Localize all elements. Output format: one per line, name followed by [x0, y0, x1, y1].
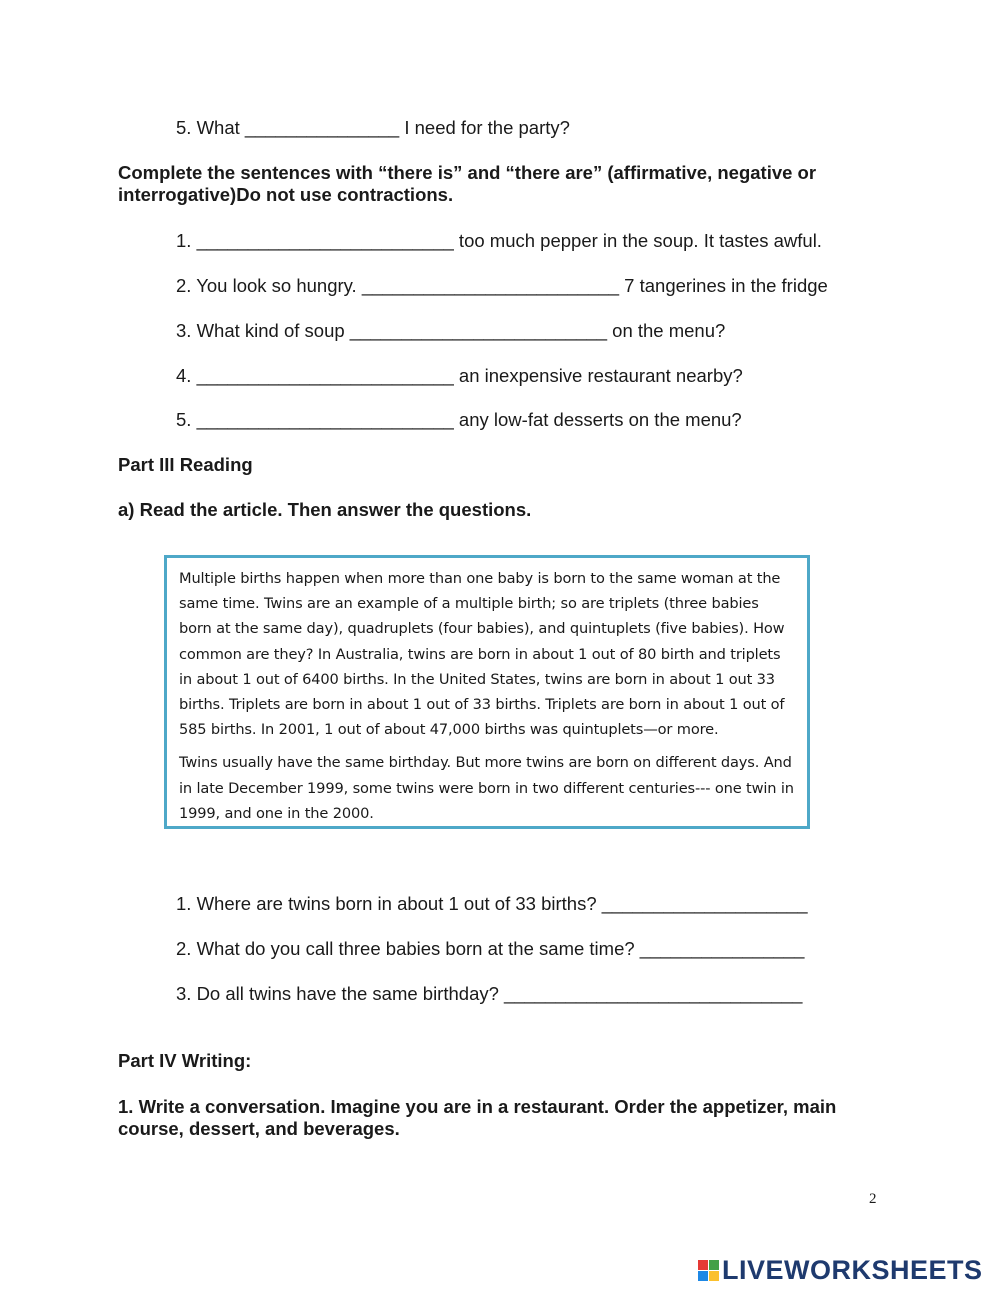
part2-item-5: 5. What _______________ I need for the party? [176, 117, 570, 138]
sentence-3: 3. What kind of soup _________________________ on the menu? [176, 320, 726, 341]
part4-heading: Part IV Writing: [118, 1050, 252, 1071]
sentence-4: 4. _________________________ an inexpensive restaurant nearby? [176, 365, 743, 386]
logo-text: LIVEWORKSHEETS [722, 1255, 983, 1285]
sentence-5: 5. _________________________ any low-fat desserts on the menu? [176, 409, 742, 430]
logo-block-blue [698, 1271, 708, 1281]
liveworksheets-logo [698, 1255, 983, 1286]
logo-block-red [698, 1260, 708, 1270]
logo-block-green [709, 1260, 719, 1270]
logo-block-yellow [709, 1271, 719, 1281]
page-number: 2 [869, 1191, 877, 1207]
article-paragraph-1: Multiple births happen when more than one baby is born to the same woman at the same time. Twins are an example of a multiple birth; so are triplets (three babies born at the same day), quadruplets (four babies), and quintuplets (five babies). How common are they? In Australia, twins are born in about 1 out of 80 birth and triplets in about 1 out of 6400 births. In the United States, twins are born in about 1 out 33 births. Triplets are born in about 1 out of 33 births. Triplets are born in about 1 out of 585 births. In 2001, 1 out of about 47,000 births was quintuplets—or more. [179, 570, 785, 739]
sentence-1: 1. _________________________ too much pepper in the soup. It tastes awful. [176, 230, 822, 251]
question-1: 1. Where are twins born in about 1 out of 33 births? ____________________ [176, 893, 808, 914]
instruction-heading: Complete the sentences with “there is” and “there are” (affirmative, negative or interrogative)Do not use contractions. [118, 162, 817, 205]
reading-instruction: a) Read the article. Then answer the questions. [118, 499, 532, 520]
article-paragraph-2: Twins usually have the same birthday. But more twins are born on different days. And in late December 1999, some twins were born in two different centuries--- one twin in 1999, and one in the 2000. [179, 754, 794, 822]
writing-task: 1. Write a conversation. Imagine you are in a restaurant. Order the appetizer, main course, dessert, and beverages. [118, 1096, 837, 1139]
part3-heading: Part III Reading [118, 454, 253, 475]
logo-blocks-icon [698, 1260, 719, 1281]
article-box [164, 555, 810, 829]
sentence-2: 2. You look so hungry. _________________________ 7 tangerines in the fridge [176, 275, 828, 296]
question-3: 3. Do all twins have the same birthday? _____________________________ [176, 983, 803, 1004]
question-2: 2. What do you call three babies born at the same time? ________________ [176, 938, 805, 959]
